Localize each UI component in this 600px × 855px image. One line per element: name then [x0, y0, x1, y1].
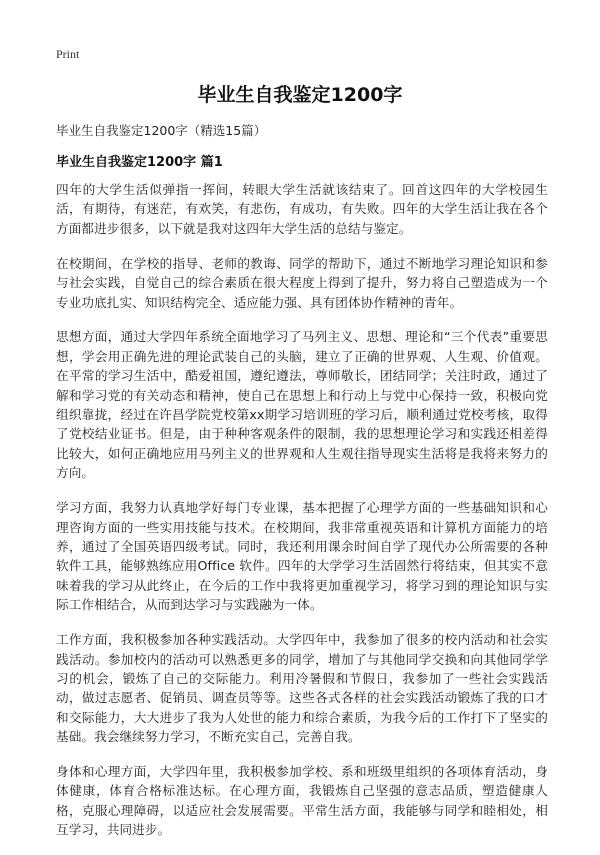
- section-heading: 毕业生自我鉴定1200字 篇1: [56, 155, 223, 170]
- page-title: 毕业生自我鉴定1200字: [197, 84, 403, 106]
- paragraph-work: 工作方面，我积极参加各种实践活动。大学四年中，我参加了很多的校内活动和社会实践活动。参加校内的活动可以熟悉更多的同学，增加了与其他同学交换和向其他同学学习的机会，锻炼了自己的交际能力。利用冷暑假和节假日，我参加了一些社会实践活动，做过志愿者、促销员、调查员等等。这些各式各样的社会实践活动锻炼了我的口才和交际能力，大大进步了我为人处世的能力和综合素质，为我今后的工作打下了坚实的基础。我会继续努力学习，不断充实自己，完善自我。: [56, 632, 548, 745]
- body-text: [56, 180, 548, 855]
- paragraph-study: 学习方面，我努力认真地学好每门专业课，基本把握了心理学方面的一些基础知识和心理咨询方面的一些实用技能与技术。在校期间，我非常重视英语和计算机方面能力的培养，通过了全国英语四级考试。同时，我还利用课余时间自学了现代办公所需要的各种软件工具，能够熟练应用Office 软件。四年的大学学习生活固然行将结束，但其实不意味着我的学习从此终止，在今后的工作中我将更加重视学习，将学习到的理论知识与实际工作相结合，从而到达学习与实践融为一体。: [56, 500, 548, 613]
- paragraph-thought: 思想方面，通过大学四年系统全面地学习了马列主义、思想、理论和“三个代表”重要思想，学会用正确先进的理论武装自己的头脑，建立了正确的世界观、人生观、价值观。在平常的学习生活中，酷爱祖国，遵纪遵法，尊师敬长，团结同学；关注时政，通过了解和学习党的有关动态和精神，使自己在思想上和行动上与党中心保持一致，积极向党组织靠拢，经过在许昌学院党校第xx期学习培训班的学习后，顺利通过党校考核，取得了党校结业证书。但是，由于种种客观条件的限制，我的思想理论学习和实践还相差得比较大，如何正确地应用马列主义的世界观和人生观往指导现实生活将是我将来努力的方向。: [56, 329, 548, 481]
- paragraph-intro: 四年的大学生活似弹指一挥间，转眼大学生活就该结束了。回首这四年的大学校园生活，有期待，有迷茫，有欢笑，有悲伤，有成功，有失败。四年的大学生活让我在各个方面都进步很多，以下就是我对这四年大学生活的总结与鉴定。: [56, 182, 548, 236]
- document-subtitle: 毕业生自我鉴定1200字（精选15篇）: [56, 123, 267, 138]
- print-label[interactable]: Print: [56, 47, 80, 61]
- paragraph-school-period: 在校期间，在学校的指导、老师的教诲、同学的帮助下，通过不断地学习理论知识和参与社会实践，自觉自己的综合素质在很大程度上得到了提升，努力将自己塑造成为一个专业功底扎实、知识结构完全、适应能力强、具有团体协作精神的青年。: [56, 255, 548, 310]
- paragraph-body-mind: 身体和心理方面，大学四年里，我积极参加学校、系和班级里组织的各项体育活动，身体健康，体育合格标准达标。在心理方面，我锻炼自己坚强的意志品质，塑造健康人格，克服心理障碍，以适应社会发展需要。平常生活方面，我能够与同学和睦相处，相互学习，共同进步。: [56, 764, 548, 838]
